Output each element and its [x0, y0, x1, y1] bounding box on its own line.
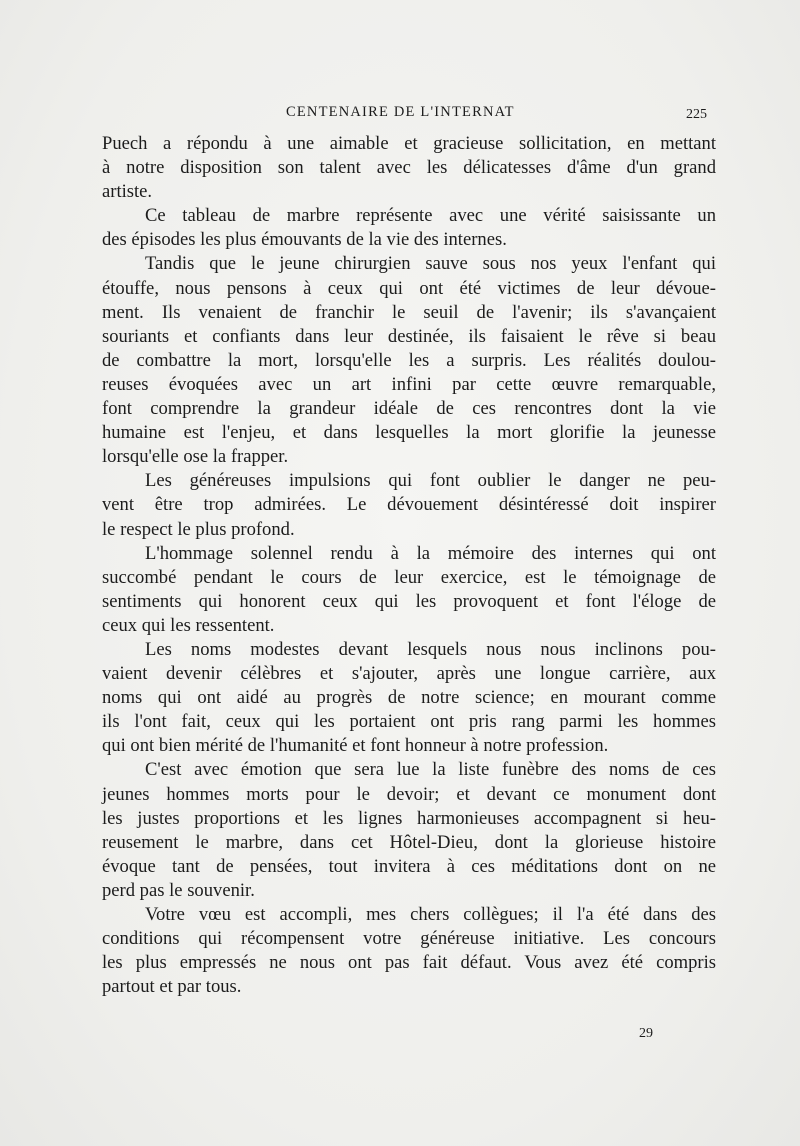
text-line: Les noms modestes devant lesquels nous nous inclinons pou-: [145, 638, 716, 660]
text-line: reuses évoquées avec un art infini par cette œuvre remarquable,: [102, 373, 716, 395]
text-line: ment. Ils venaient de franchir le seuil de l'avenir; ils s'avançaient: [102, 301, 716, 323]
text-line: succombé pendant le cours de leur exercice, est le témoignage de: [102, 566, 716, 588]
page-number: 225: [686, 107, 707, 122]
text-line: perd pas le souvenir.: [102, 879, 255, 901]
text-line: lorsqu'elle ose la frapper.: [102, 446, 289, 468]
text-line: Tandis que le jeune chirurgien sauve sous nos yeux l'enfant qui: [145, 253, 716, 275]
paragraph-1: [102, 132, 716, 204]
text-line: les justes proportions et les lignes harmonieuses accompagnent si heu-: [102, 807, 716, 829]
text-line: de combattre la mort, lorsqu'elle les a surpris. Les réalités doulou-: [102, 349, 716, 371]
paragraph-8: [102, 903, 716, 999]
text-line: humaine est l'enjeu, et dans lesquelles la mort glorifie la jeunesse: [102, 422, 716, 444]
text-line: le respect le plus profond.: [102, 518, 295, 540]
paragraph-4: [102, 469, 716, 541]
text-line: conditions qui récompensent votre généreuse initiative. Les concours: [102, 928, 716, 950]
text-line: les plus empressés ne nous ont pas fait défaut. Vous avez été compris: [102, 952, 716, 974]
text-line: évoque tant de pensées, tout invitera à ces méditations dont on ne: [102, 855, 716, 877]
text-line: vaient devenir célèbres et s'ajouter, après une longue carrière, aux: [102, 663, 716, 685]
text-line: Ce tableau de marbre représente avec une vérité saisissante un: [145, 205, 716, 227]
paragraph-5: [102, 542, 716, 638]
running-head-title: CENTENAIRE DE L'INTERNAT: [286, 104, 515, 120]
text-line: sentiments qui honorent ceux qui les provoquent et font l'éloge de: [102, 590, 716, 612]
text-line: qui ont bien mérité de l'humanité et font honneur à notre profession.: [102, 735, 609, 757]
text-line: des épisodes les plus émouvants de la vie des internes.: [102, 229, 507, 251]
paragraph-6: [102, 638, 716, 758]
body-text: [102, 132, 716, 999]
text-line: Puech a répondu à une aimable et gracieuse sollicitation, en mettant: [102, 133, 716, 154]
text-line: font comprendre la grandeur idéale de ces rencontres dont la vie: [102, 398, 716, 420]
text-line: reusement le marbre, dans cet Hôtel-Dieu, dont la glorieuse histoire: [102, 831, 716, 853]
signature-mark: 29: [639, 1026, 653, 1041]
text-line: ceux qui les ressentent.: [102, 614, 275, 636]
text-line: C'est avec émotion que sera lue la liste funèbre des noms de ces: [145, 759, 716, 781]
text-line: L'hommage solennel rendu à la mémoire des internes qui ont: [145, 542, 716, 564]
text-line: souriants et confiants dans leur destinée, ils faisaient le rêve si beau: [102, 325, 716, 347]
paragraph-3: [102, 252, 716, 469]
text-line: jeunes hommes morts pour le devoir; et devant ce monument dont: [102, 783, 716, 805]
text-line: Les généreuses impulsions qui font oublier le danger ne peu-: [145, 470, 716, 492]
text-line: étouffe, nous pensons à ceux qui ont été victimes de leur dévoue-: [102, 277, 716, 299]
paragraph-2: [102, 204, 716, 252]
text-line: à notre disposition son talent avec les délicatesses d'âme d'un grand: [102, 157, 716, 179]
text-line: ils l'ont fait, ceux qui les portaient ont pris rang parmi les hommes: [102, 711, 716, 733]
text-line: noms qui ont aidé au progrès de notre science; en mourant comme: [102, 687, 716, 709]
text-line: vent être trop admirées. Le dévouement désintéressé doit inspirer: [102, 494, 716, 516]
paragraph-7: [102, 758, 716, 903]
text-line: artiste.: [102, 181, 153, 203]
text-line: partout et par tous.: [102, 976, 242, 998]
text-line: Votre vœu est accompli, mes chers collègues; il l'a été dans des: [145, 904, 716, 925]
